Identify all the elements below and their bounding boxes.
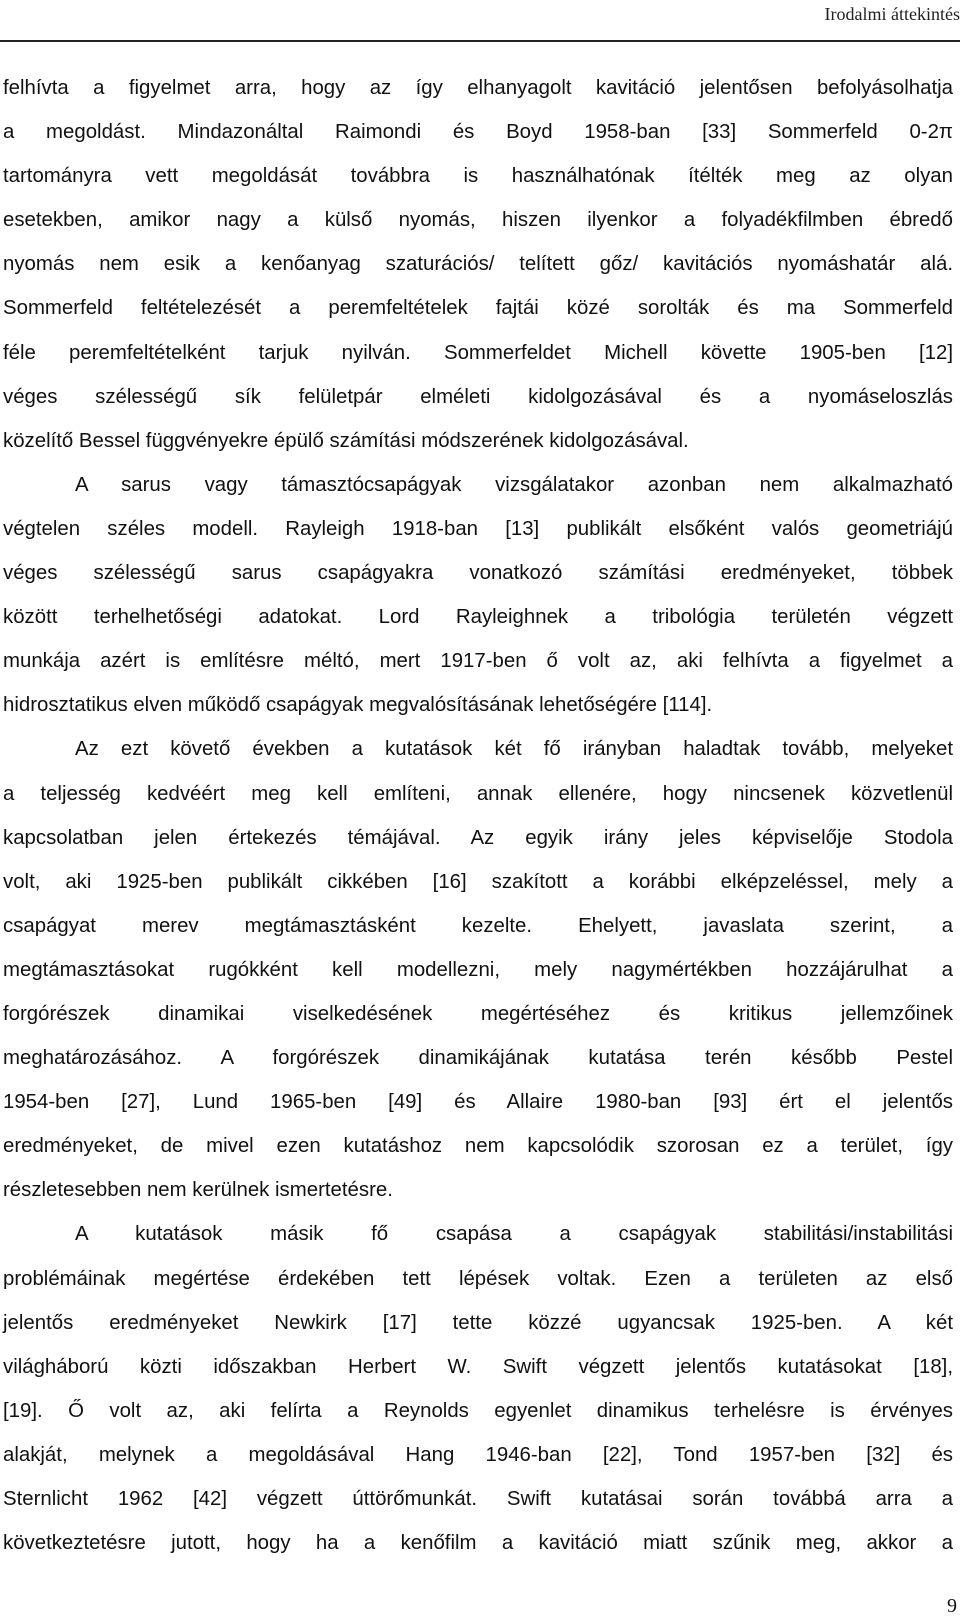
text-line: munkája azért is említésre méltó, mert 1917-ben ő volt az, aki felhívta a figyelmet a (3, 650, 953, 673)
text-line: világháború közti időszakban Herbert W. Swift végzett jelentős kutatásokat [18], (3, 1355, 953, 1378)
text-line: Sternlicht 1962 [42] végzett úttörőmunkát. Swift kutatásai során továbbá arra a (3, 1488, 953, 1510)
text-line: alakját, melynek a megoldásával Hang 1946-ban [22], Tond 1957-ben [32] és (3, 1443, 953, 1466)
text-line: a megoldást. Mindazonáltal Raimondi és Boyd 1958-ban [33] Sommerfeld 0-2π (3, 121, 953, 144)
text-line: 1954-ben [27], Lund 1965-ben [49] és Allaire 1980-ban [93] ért el jelentős (3, 1091, 953, 1114)
text-line: végtelen széles modell. Rayleigh 1918-ban [13] publikált elsőként valós geometriájú (3, 517, 953, 540)
text-line: véges szélességű sík felületpár elméleti kidolgozásával és a nyomáseloszlás (3, 385, 953, 408)
header-divider (0, 40, 960, 42)
page-number: 9 (947, 1595, 957, 1617)
paragraph-first-line: Az ezt követő években a kutatások két fő irányban haladtak tovább, melyeket (75, 738, 953, 761)
text-line: nyomás nem esik a kenőanyag szaturációs/ telített gőz/ kavitációs nyomáshatár alá. (3, 253, 953, 276)
text-line: a teljesség kedvéért meg kell említeni, annak ellenére, hogy nincsenek közvetlenül (3, 782, 953, 805)
running-header: Irodalmi áttekintés (824, 4, 960, 24)
text-line: közelítő Bessel függvényekre épülő számítási módszerének kidolgozásával. (3, 429, 689, 452)
text-line: csapágyat merev megtámasztásként kezelte. Ehelyett, javaslata szerint, a (3, 914, 953, 937)
text-line: problémáinak megértése érdekében tett lépések voltak. Ezen a területen az első (3, 1267, 953, 1290)
text-line: esetekben, amikor nagy a külső nyomás, hiszen ilyenkor a folyadékfilmben ébredő (3, 209, 953, 232)
text-line: kapcsolatban jelen értekezés témájával. Az egyik irány jeles képviselője Stodola (3, 826, 953, 849)
text-line: [19]. Ő volt az, aki felírta a Reynolds egyenlet dinamikus terhelésre is érvényes (3, 1399, 953, 1422)
text-line: féle peremfeltételként tarjuk nyilván. Sommerfeldet Michell követte 1905-ben [12] (3, 341, 953, 364)
text-line: véges szélességű sarus csapágyakra vonatkozó számítási eredményeket, többek (3, 562, 953, 585)
text-line: következtetésre jutott, hogy ha a kenőfilm a kavitáció miatt szűnik meg, akkor a (3, 1532, 953, 1555)
text-line: felhívta a figyelmet arra, hogy az így elhanyagolt kavitáció jelentősen befolyásolhatja (3, 77, 953, 99)
text-line: meghatározásához. A forgórészek dinamikájának kutatása terén később Pestel (3, 1047, 953, 1070)
text-line: forgórészek dinamikai viselkedésének megértéséhez és kritikus jellemzőinek (3, 1002, 953, 1025)
text-line: megtámasztásokat rugókként kell modellezni, mely nagymértékben hozzájárulhat a (3, 958, 953, 981)
body-text (3, 66, 953, 1565)
paragraph-first-line: A sarus vagy támasztócsapágyak vizsgálatakor azonban nem alkalmazható (75, 473, 953, 496)
paragraph-first-line: A kutatások másik fő csapása a csapágyak stabilitási/instabilitási (75, 1223, 953, 1246)
text-line: jelentős eredményeket Newkirk [17] tette közzé ugyancsak 1925-ben. A két (3, 1311, 953, 1334)
text-line: eredményeket, de mivel ezen kutatáshoz nem kapcsolódik szorosan ez a terület, így (3, 1135, 953, 1158)
text-line: között terhelhetőségi adatokat. Lord Rayleighnek a tribológia területén végzett (3, 606, 953, 629)
text-line: tartományra vett megoldását továbbra is használhatónak ítélték meg az olyan (3, 165, 953, 188)
text-line: hidrosztatikus elven működő csapágyak megvalósításának lehetőségére [114]. (3, 694, 713, 717)
text-line: részletesebben nem kerülnek ismertetésre. (3, 1179, 393, 1202)
text-line: volt, aki 1925-ben publikált cikkében [16] szakított a korábbi elképzeléssel, mely a (3, 870, 953, 893)
text-line: Sommerfeld feltételezését a peremfeltételek fajtái közé sorolták és ma Sommerfeld (3, 297, 953, 320)
